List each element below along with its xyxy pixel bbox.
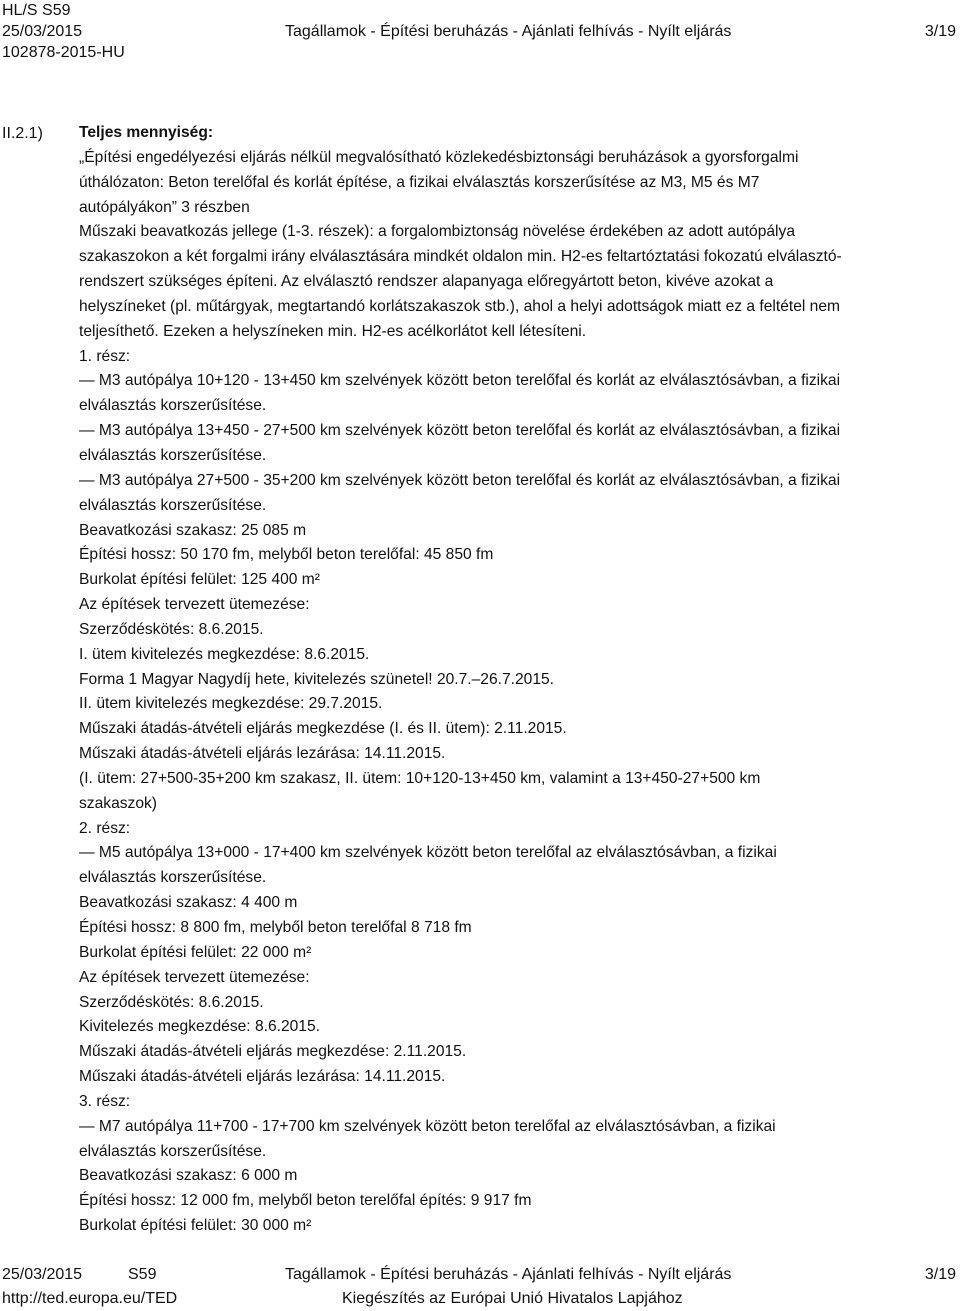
text-line: elválasztás korszerűsítése. bbox=[79, 446, 267, 464]
text-line: — M3 autópálya 10+120 - 13+450 km szelvények között beton terelőfal és korlát az elválasztósávban, a fizikai bbox=[79, 372, 841, 390]
section-body bbox=[79, 146, 954, 1239]
text-line: teljesíthető. Ezeken a helyszíneken min. H2-es acélkorlátot kell létesíteni. bbox=[79, 322, 587, 340]
text-line: szakaszok) bbox=[79, 794, 157, 812]
text-line: Műszaki átadás-átvételi eljárás lezárása: 14.11.2015. bbox=[79, 1068, 446, 1086]
text-line: elválasztás korszerűsítése. bbox=[79, 496, 267, 514]
header-left-block bbox=[2, 0, 125, 63]
text-line: (I. ütem: 27+500-35+200 km szakasz, II. ütem: 10+120-13+450 km, valamint a 13+450-27+500 km bbox=[79, 769, 761, 787]
text-line: Beavatkozási szakasz: 4 400 m bbox=[79, 894, 298, 912]
text-line: Műszaki átadás-átvételi eljárás megkezdése: 2.11.2015. bbox=[79, 1043, 467, 1061]
footer-series: S59 bbox=[128, 1266, 157, 1283]
text-line: 3. rész: bbox=[79, 1092, 131, 1110]
text-line: Műszaki átadás-átvételi eljárás megkezdése (I. és II. ütem): 2.11.2015. bbox=[79, 720, 567, 738]
text-line: Burkolat építési felület: 30 000 m² bbox=[79, 1217, 312, 1235]
footer-page-number: 3/19 bbox=[924, 1266, 956, 1283]
text-line: II. ütem kivitelezés megkezdése: 29.7.2015. bbox=[79, 695, 383, 713]
header-page-number: 3/19 bbox=[924, 23, 956, 40]
text-line: Építési hossz: 8 800 fm, melyből beton terelőfal 8 718 fm bbox=[79, 919, 472, 936]
header-series: HL/S S59 bbox=[2, 2, 71, 19]
text-line: Szerződéskötés: 8.6.2015. bbox=[79, 620, 264, 638]
footer-title: Tagállamok - Építési beruházás - Ajánlati felhívás - Nyílt eljárás bbox=[285, 1266, 732, 1283]
text-line: Műszaki átadás-átvételi eljárás lezárása: 14.11.2015. bbox=[79, 745, 446, 763]
text-line: — M3 autópálya 27+500 - 35+200 km szelvények között beton terelőfal és korlát az elválasztósávban, a fizikai bbox=[79, 471, 841, 489]
header-date: 25/03/2015 bbox=[2, 23, 83, 40]
text-line: Az építések tervezett ütemezése: bbox=[79, 968, 310, 986]
text-line: 2. rész: bbox=[79, 819, 131, 837]
section-content bbox=[79, 121, 954, 1239]
text-line: — M3 autópálya 13+450 - 27+500 km szelvények között beton terelőfal és korlát az elválasztósávban, a fizikai bbox=[79, 422, 841, 440]
text-line: Burkolat építési felület: 22 000 m² bbox=[79, 943, 312, 961]
footer-date: 25/03/2015 bbox=[2, 1266, 83, 1283]
text-line: Beavatkozási szakasz: 6 000 m bbox=[79, 1167, 298, 1185]
footer-url-link[interactable]: http://ted.europa.eu/TED bbox=[2, 1290, 178, 1307]
text-line: Az építések tervezett ütemezése: bbox=[79, 596, 310, 614]
text-line: szakaszokon a két forgalmi irány elválasztására mindkét oldalon min. H2-es feltartóztatási fokozatú elválasztó- bbox=[79, 248, 842, 266]
text-line: elválasztás korszerűsítése. bbox=[79, 397, 267, 415]
text-line: — M5 autópálya 13+000 - 17+400 km szelvények között beton terelőfal az elválasztósávban, a fizikai bbox=[79, 844, 777, 862]
footer-row-2 bbox=[0, 1288, 960, 1310]
header-notice-id: 102878-2015-HU bbox=[2, 44, 125, 61]
text-line: Építési hossz: 12 000 fm, melyből beton terelőfal építés: 9 917 fm bbox=[79, 1192, 532, 1210]
text-line: I. ütem kivitelezés megkezdése: 8.6.2015. bbox=[79, 645, 370, 663]
text-line: — M7 autópálya 11+700 - 17+700 km szelvények között beton terelőfal az elválasztósávban, a fizikai bbox=[79, 1117, 776, 1135]
footer-publisher: Kiegészítés az Európai Unió Hivatalos Lapjához bbox=[342, 1290, 683, 1307]
text-line: elválasztás korszerűsítése. bbox=[79, 1142, 267, 1160]
text-line: 1. rész: bbox=[79, 347, 131, 365]
text-line: Forma 1 Magyar Nagydíj hete, kivitelezés szünetel! 20.7.–26.7.2015. bbox=[79, 670, 555, 688]
text-line: helyszíneket (pl. műtárgyak, megtartandó korlátszakaszok stb.), ahol a helyi adottságok miatt ez a feltétel nem bbox=[79, 297, 841, 315]
text-line: Beavatkozási szakasz: 25 085 m bbox=[79, 521, 307, 539]
text-line: Szerződéskötés: 8.6.2015. bbox=[79, 993, 264, 1011]
footer-row-1 bbox=[0, 1264, 960, 1286]
text-line: úthálózaton: Beton terelőfal és korlát építése, a fizikai elválasztás korszerűsítése az M3, M5 és M7 bbox=[79, 173, 760, 191]
section-heading: Teljes mennyiség: bbox=[79, 124, 214, 141]
text-line: „Építési engedélyezési eljárás nélkül megvalósítható közlekedésbiztonsági beruházások a gyorsforgalmi bbox=[79, 148, 799, 166]
text-line: rendszert szükséges építeni. Az elválasztó rendszer alapanyaga előregyártott beton, kivéve azokat a bbox=[79, 273, 774, 291]
text-line: autópályákon” 3 részben bbox=[79, 198, 250, 216]
text-line: elválasztás korszerűsítése. bbox=[79, 869, 267, 887]
text-line: Burkolat építési felület: 125 400 m² bbox=[79, 571, 320, 589]
text-line: Építési hossz: 50 170 fm, melyből beton terelőfal: 45 850 fm bbox=[79, 546, 494, 564]
header-title: Tagállamok - Építési beruházás - Ajánlati felhívás - Nyílt eljárás bbox=[285, 23, 732, 40]
text-line: Kivitelezés megkezdése: 8.6.2015. bbox=[79, 1018, 320, 1036]
section-number: II.2.1) bbox=[2, 125, 43, 142]
text-line: Műszaki beavatkozás jellege (1-3. részek): a forgalombiztonság növelése érdekében az adott autópálya bbox=[79, 223, 795, 241]
